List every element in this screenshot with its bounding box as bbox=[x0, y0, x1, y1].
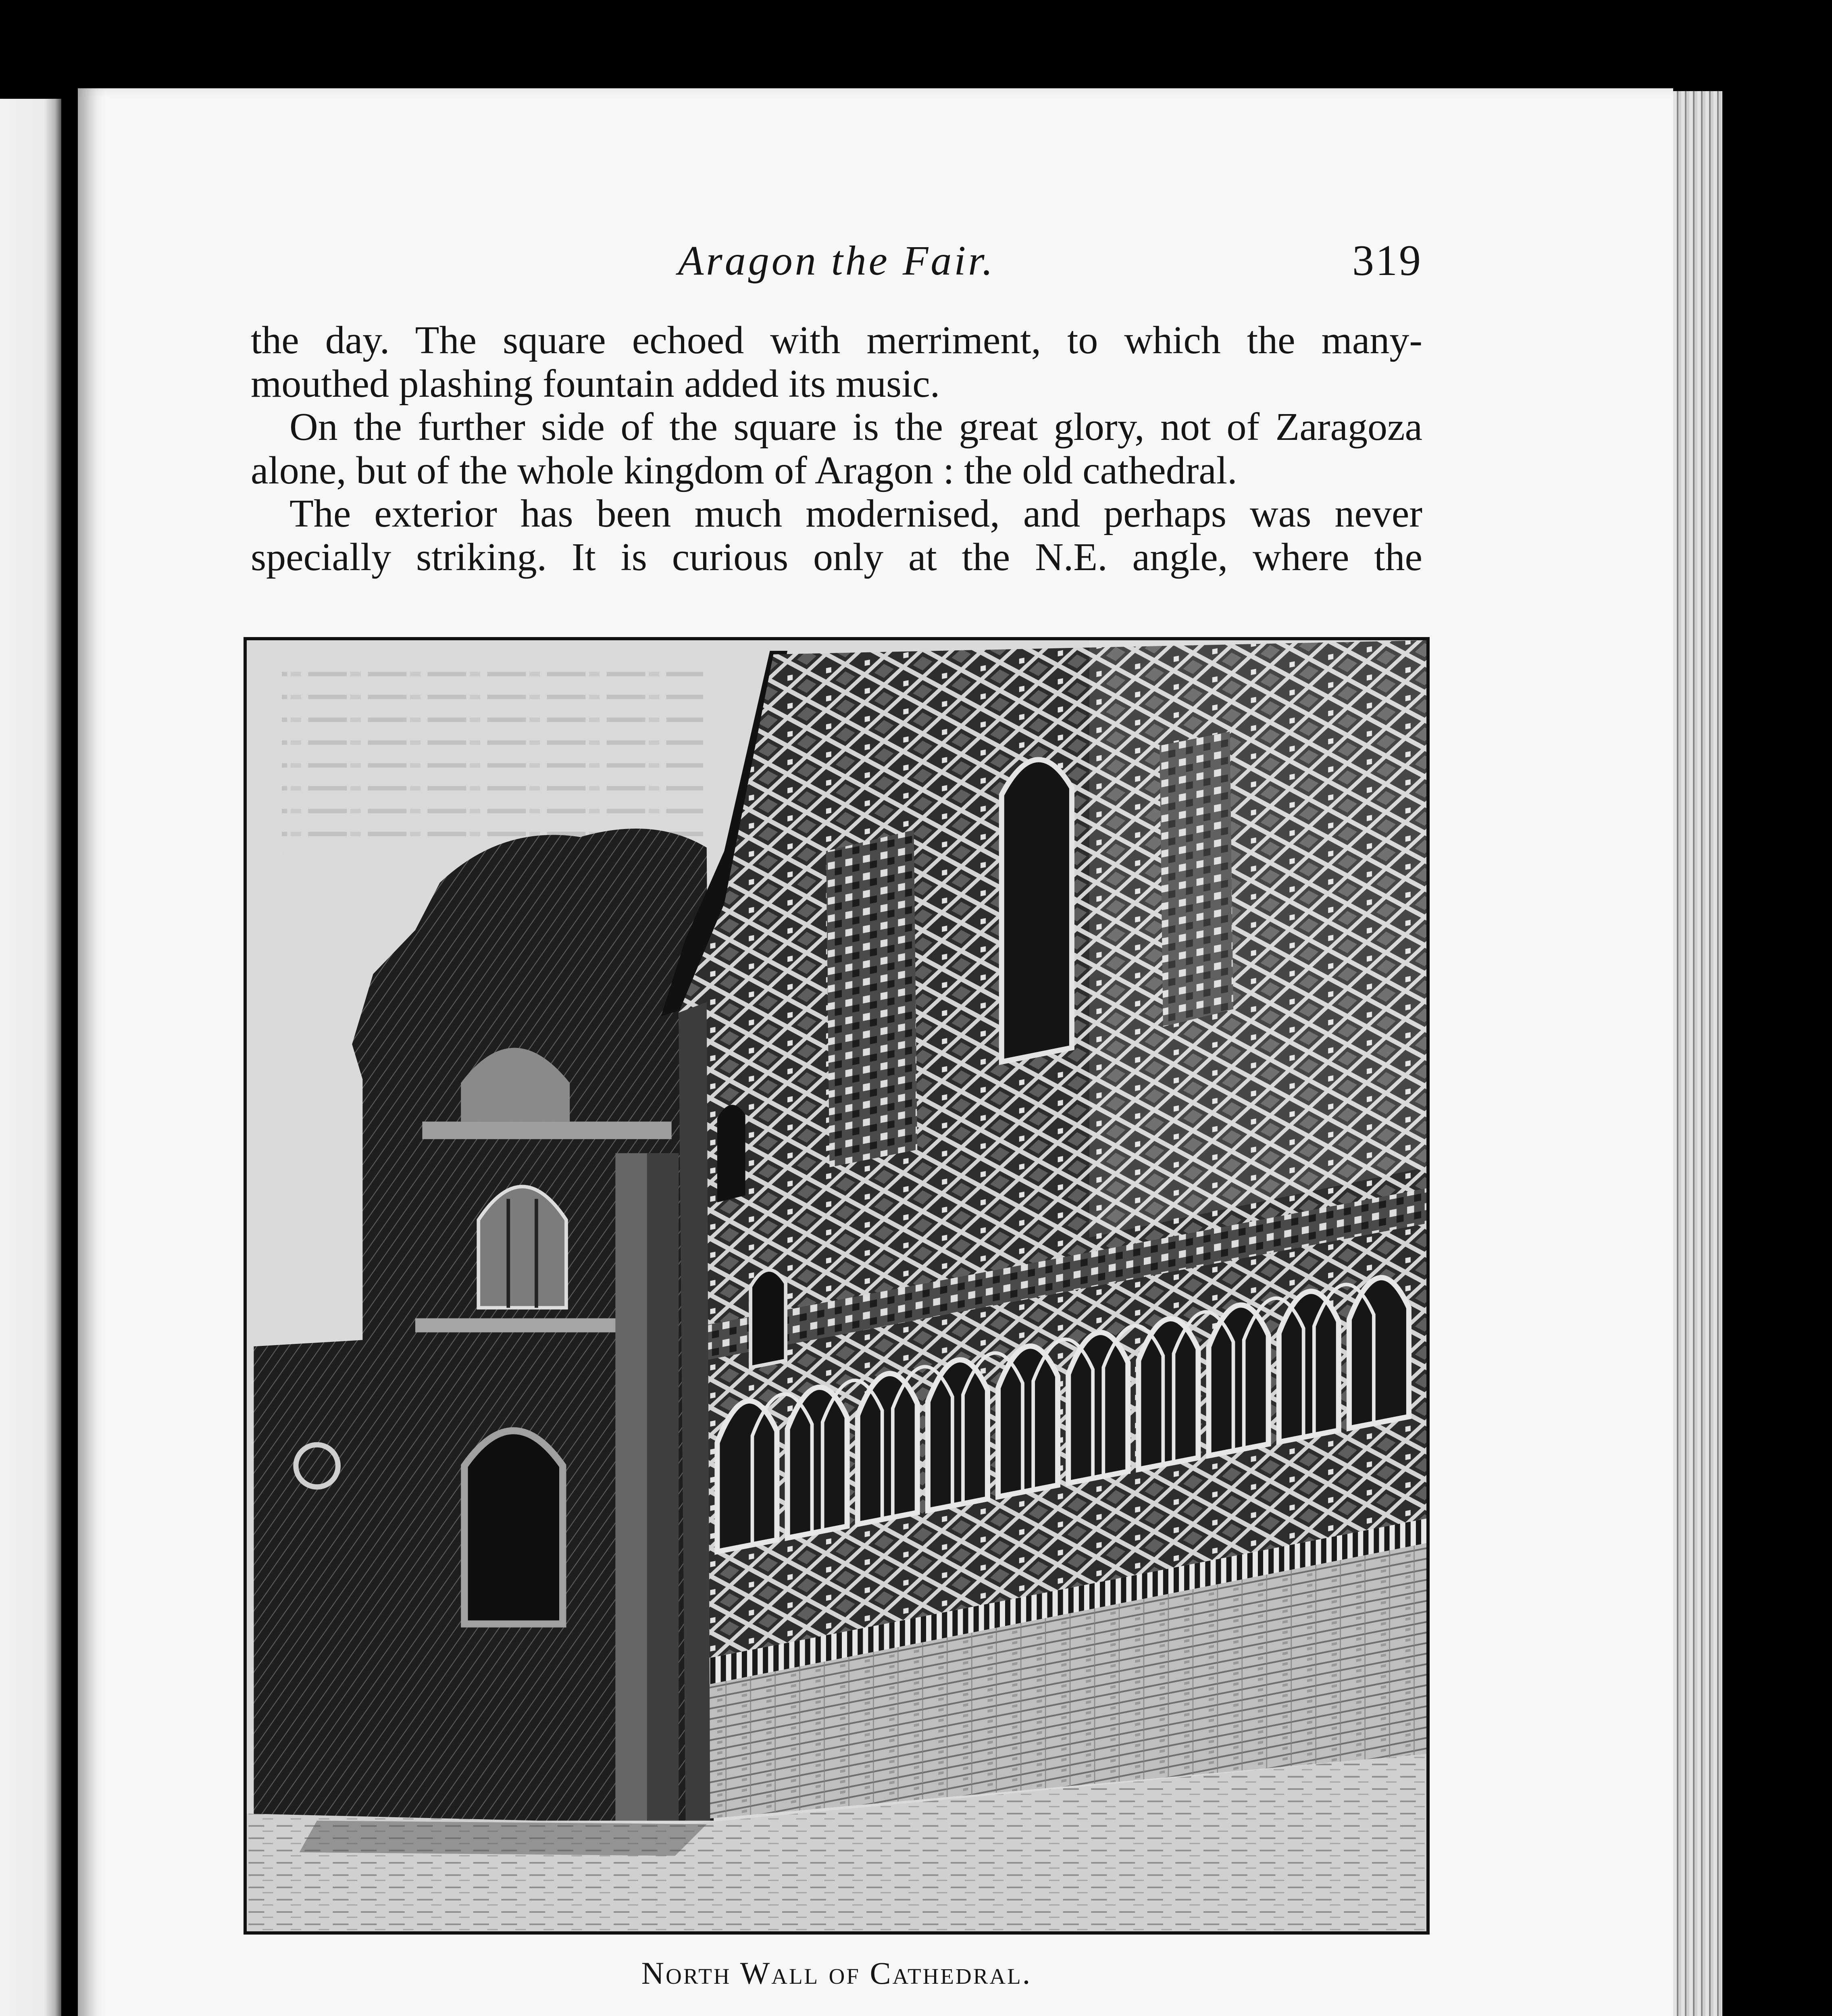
page-stack-edge bbox=[1673, 91, 1722, 2016]
portal-arch bbox=[464, 1431, 563, 1624]
sunlit-wall bbox=[1089, 640, 1426, 1237]
bleed-through-shading bbox=[282, 661, 703, 854]
far-left-building bbox=[254, 1339, 377, 1821]
tower-balustrade bbox=[422, 1122, 671, 1139]
body-line: specially striking. It is curious only at the N.E. angle, where the bbox=[251, 535, 1422, 579]
page-number: 319 bbox=[1352, 237, 1422, 285]
body-line: the day. The square echoed with merriment, to which the many- bbox=[251, 319, 1422, 362]
arcade-arch bbox=[1349, 1278, 1409, 1429]
body-line: The exterior has been much modernised, and perhaps was never bbox=[289, 492, 1422, 536]
arcade-arch bbox=[1139, 1319, 1198, 1470]
base-shadow bbox=[300, 1821, 707, 1856]
text-before-figure bbox=[251, 319, 1422, 579]
tracery-window bbox=[479, 1187, 566, 1308]
running-head-title: Aragon the Fair. bbox=[678, 237, 995, 284]
body-line: alone, but of the whole kingdom of Aragon : the old cathedral. bbox=[251, 449, 1237, 492]
body-line: mouthed plashing fountain added its music. bbox=[251, 362, 940, 406]
arcade-arch bbox=[998, 1346, 1058, 1497]
cathedral-illustration bbox=[247, 640, 1426, 1931]
stone-column-shade bbox=[647, 1153, 679, 1820]
arcade-arch bbox=[787, 1387, 847, 1538]
wall-arched-window bbox=[1001, 760, 1072, 1062]
arcade-arch bbox=[928, 1360, 987, 1511]
arcade-arch bbox=[858, 1374, 917, 1524]
figure-caption: North Wall of Cathedral. bbox=[641, 1956, 1032, 1991]
arcade-arch bbox=[1209, 1305, 1268, 1456]
left-page-edge bbox=[0, 99, 61, 2016]
arcade-arch bbox=[1279, 1291, 1339, 1442]
arcade-arch bbox=[717, 1401, 777, 1552]
running-head bbox=[251, 236, 1422, 286]
tile-panel bbox=[826, 830, 917, 1167]
arcade-arch bbox=[1068, 1333, 1128, 1483]
illustration-frame bbox=[244, 637, 1430, 1935]
wall-window-small bbox=[717, 1105, 745, 1202]
body-line: On the further side of the square is the great glory, not of Zaragoza bbox=[289, 406, 1422, 449]
wall-window-arched bbox=[751, 1270, 786, 1368]
